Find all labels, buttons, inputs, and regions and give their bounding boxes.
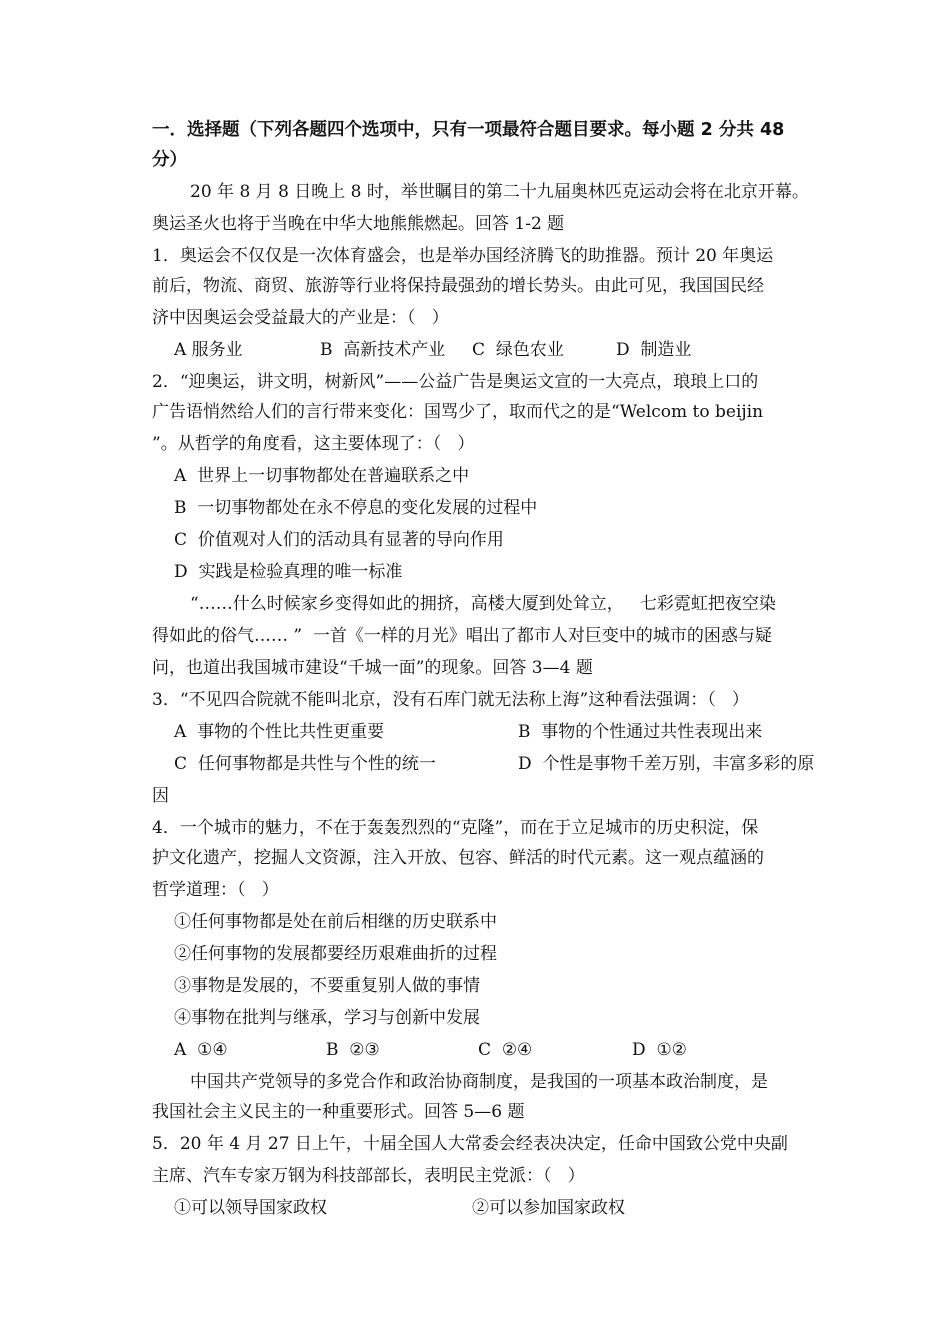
- question-3-option-d-cont: 因: [152, 786, 169, 806]
- question-5-text-cont: 主席、汽车专家万钢为科技部部长，表明民主党派：（ ）: [152, 1166, 585, 1186]
- question-5-option-b: ②可以参加国家政权: [472, 1198, 625, 1218]
- question-4-text: 4．一个城市的魅力，不在于轰轰烈烈的“克隆”，而在于立足城市的历史积淀，保: [152, 818, 759, 838]
- section-heading-cont: 分）: [152, 150, 187, 170]
- question-3-option-d: D 个性是事物千差万别，丰富多彩的原: [518, 754, 815, 774]
- question-1-text-cont: 前后，物流、商贸、旅游等行业将保持最强劲的增长势头。由此可见，我国国民经: [152, 276, 764, 296]
- question-1-option-d: D 制造业: [616, 340, 692, 360]
- question-4-statement-4: ④事物在批判与继承，学习与创新中发展: [174, 1008, 480, 1028]
- question-4-statement-1: ①任何事物都是处在前后相继的历史联系中: [174, 912, 497, 932]
- question-4-option-d: D ①②: [632, 1040, 687, 1060]
- question-5-option-a: ①可以领导国家政权: [174, 1198, 327, 1218]
- question-4-text-cont: 护文化遗产，挖掘人文资源，注入开放、包容、鲜活的时代元素。这一观点蕴涵的: [152, 848, 764, 868]
- question-3-option-c: C 任何事物都是共性与个性的统一: [174, 754, 436, 774]
- question-2-text-end: ”。从哲学的角度看，这主要体现了：（ ）: [152, 434, 475, 454]
- question-1-option-c: C 绿色农业: [472, 340, 564, 360]
- passage-intro-3: 中国共产党领导的多党合作和政治协商制度，是我国的一项基本政治制度，是: [190, 1072, 768, 1092]
- question-1-text-end: 济中因奥运会受益最大的产业是：（ ）: [152, 308, 449, 328]
- section-heading: 一．选择题（下列各题四个选项中，只有一项最符合题目要求。每小题 2 分共 48: [152, 120, 785, 140]
- passage-intro-2-end: 问，也道出我国城市建设“千城一面”的现象。回答 3—4 题: [152, 658, 593, 678]
- question-3-text: 3．“不见四合院就不能叫北京，没有石库门就无法称上海”这种看法强调：（ ）: [152, 690, 749, 710]
- question-4-option-b: B ②③: [326, 1040, 380, 1060]
- question-4-option-a: A ①④: [174, 1040, 228, 1060]
- passage-intro-1-cont: 奥运圣火也将于当晚在中华大地熊熊燃起。回答 1-2 题: [152, 214, 565, 234]
- question-1-option-b: B 高新技术产业: [320, 340, 446, 360]
- question-4-statement-3: ③事物是发展的，不要重复别人做的事情: [174, 976, 480, 996]
- passage-intro-1: 20 年 8 月 8 日晚上 8 时，举世瞩目的第二十九届奥林匹克运动会将在北京开幕。: [190, 182, 809, 202]
- question-4-statement-2: ②任何事物的发展都要经历艰难曲折的过程: [174, 944, 497, 964]
- question-2-text-cont: 广告语悄然给人们的言行带来变化：国骂少了，取而代之的是“Welcom to beijin: [152, 402, 764, 422]
- question-2-option-b: B 一切事物都处在永不停息的变化发展的过程中: [174, 498, 538, 518]
- passage-intro-3-cont: 我国社会主义民主的一种重要形式。回答 5—6 题: [152, 1102, 525, 1122]
- passage-intro-2: “……什么时候家乡变得如此的拥挤，高楼大厦到处耸立， 七彩霓虹把夜空染: [190, 594, 776, 614]
- question-2-option-c: C 价值观对人们的活动具有显著的导向作用: [174, 530, 504, 550]
- question-3-option-a: A 事物的个性比共性更重要: [174, 722, 385, 742]
- question-4-text-end: 哲学道理：（ ）: [152, 880, 279, 900]
- question-2-option-a: A 世界上一切事物都处在普遍联系之中: [174, 466, 470, 486]
- question-4-option-c: C ②④: [478, 1040, 533, 1060]
- question-2-option-d: D 实践是检验真理的唯一标准: [174, 562, 403, 582]
- question-1-text: 1．奥运会不仅仅是一次体育盛会，也是举办国经济腾飞的助推器。预计 20 年奥运: [152, 246, 774, 266]
- passage-intro-2-cont: 得如此的俗气…… ” 一首《一样的月光》唱出了都市人对巨变中的城市的困惑与疑: [152, 626, 772, 646]
- question-3-option-b: B 事物的个性通过共性表现出来: [518, 722, 763, 742]
- question-1-option-a: A 服务业: [174, 340, 243, 360]
- question-5-text: 5．20 年 4 月 27 日上午，十届全国人大常委会经表决决定，任命中国致公党中央副: [152, 1134, 788, 1154]
- question-2-text: 2．“迎奥运，讲文明，树新风”——公益广告是奥运文宣的一大亮点，琅琅上口的: [152, 372, 759, 392]
